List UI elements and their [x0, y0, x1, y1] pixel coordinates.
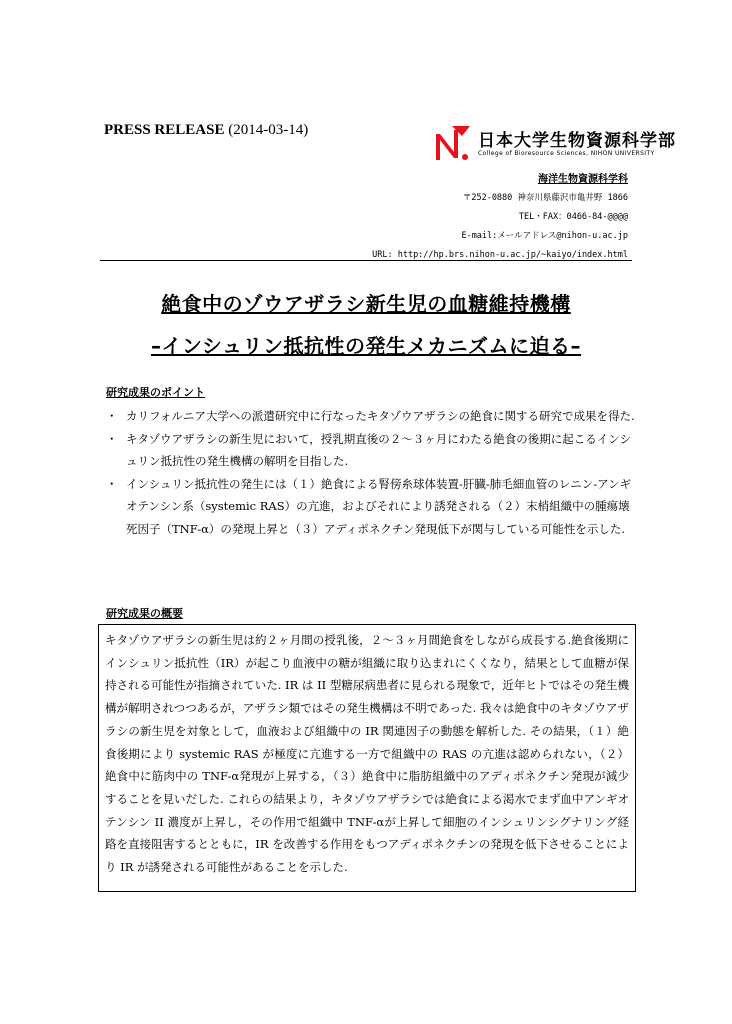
- press-release-header: [104, 122, 308, 139]
- contact-block: [372, 170, 628, 265]
- university-logo: [432, 124, 676, 164]
- logo-title: 日本大学生物資源科学部: [478, 131, 676, 151]
- address-line: 〒252-0880 神奈川県藤沢市亀井野 1866: [462, 193, 628, 203]
- press-release-date: (2014-03-14): [224, 122, 309, 138]
- summary-heading: 研究成果の概要: [106, 607, 183, 620]
- n-logo-icon: [432, 124, 474, 164]
- list-item: [104, 428, 640, 473]
- bullet-marker: ・: [106, 409, 118, 423]
- url-line: URL: http://hp.brs.nihon-u.ac.jp/~kaiyo/index.html: [372, 250, 628, 260]
- phone-line: TEL・FAX：0466-84-@@@@: [518, 212, 628, 222]
- email-line: E-mail:メールアドレス@nihon-u.ac.jp: [461, 231, 628, 241]
- points-list: [104, 405, 640, 540]
- department-name: 海洋生物資源科学科: [538, 174, 628, 185]
- point-text: カリフォルニア大学への派遣研究中に行なったキタゾウアザラシの絶食に関する研究で成果を得た.: [126, 409, 635, 423]
- press-release-label: PRESS RELEASE: [104, 122, 225, 138]
- point-text: インシュリン抵抗性の発生には（１）絶食による腎傍糸球体装置-肝臓-肺毛細血管のレニン-アンギオテンシン系（systemic RAS）の亢進，およびそれにより誘発される（２）末梢組織中の腫瘍壊死因子（TNF-α）の発現上昇と（３）アディポネクチン発現低下が関与している可能性を示した.: [126, 476, 632, 536]
- logo-subtitle: College of Bioresource Sciences, NIHON UNIVERSITY: [478, 150, 655, 157]
- main-title: 絶食中のゾウアザラシ新生児の血糖維持機構: [161, 292, 571, 316]
- list-item: [104, 473, 640, 541]
- subtitle: –インシュリン抵抗性の発生メカニズムに迫る–: [150, 334, 582, 358]
- summary-text: キタゾウアザラシの新生児は約２ヶ月間の授乳後，２～３ヶ月間絶食をしながら成長する.絶食後期にインシュリン抵抗性（IR）が起こり血液中の糖が組織に取り込まれにくくなり，結果として血糖が保持される可能性が指摘されていた. IR は II 型糖尿病患者に見られる現象で，近年ヒトではその発生機構が解明されつつあるが，アザラシ類ではその発生機構は不明であった. 我々は絶食中のキタゾウアザラシの新生児を対象として，血液および組織中の IR 関連因子の動態を解析した. その結果，（１）絶食後期により systemic RAS が極度に亢進する一方で組織中の RAS の亢進は認められない，（２）絶食中に筋肉中の TNF-α発現が上昇する，（３）絶食中に脂肪組織中のアディポネクチン発現が減少することを見いだした. これらの結果より，キタゾウアザラシでは絶食による渇水でまず血中アンギオテンシン II 濃度が上昇し，その作用で組織中 TNF-αが上昇して細胞のインシュリンシグナリング経路を直接阻害するとともに，IR を改善する作用をもつアディポネクチンの発現を低下させることにより IR が誘発される可能性があることを示した.: [105, 633, 630, 875]
- list-item: [104, 405, 640, 428]
- points-heading: 研究成果のポイント: [106, 386, 205, 399]
- header-divider: [100, 260, 632, 261]
- summary-box: [98, 624, 636, 892]
- point-text: キタゾウアザラシの新生児において，授乳期直後の２～３ヶ月にわたる絶食の後期に起こるインシュリン抵抗性の発生機構の解明を目指した.: [126, 431, 632, 468]
- bullet-marker: ・: [106, 476, 118, 491]
- bullet-marker: ・: [106, 431, 118, 446]
